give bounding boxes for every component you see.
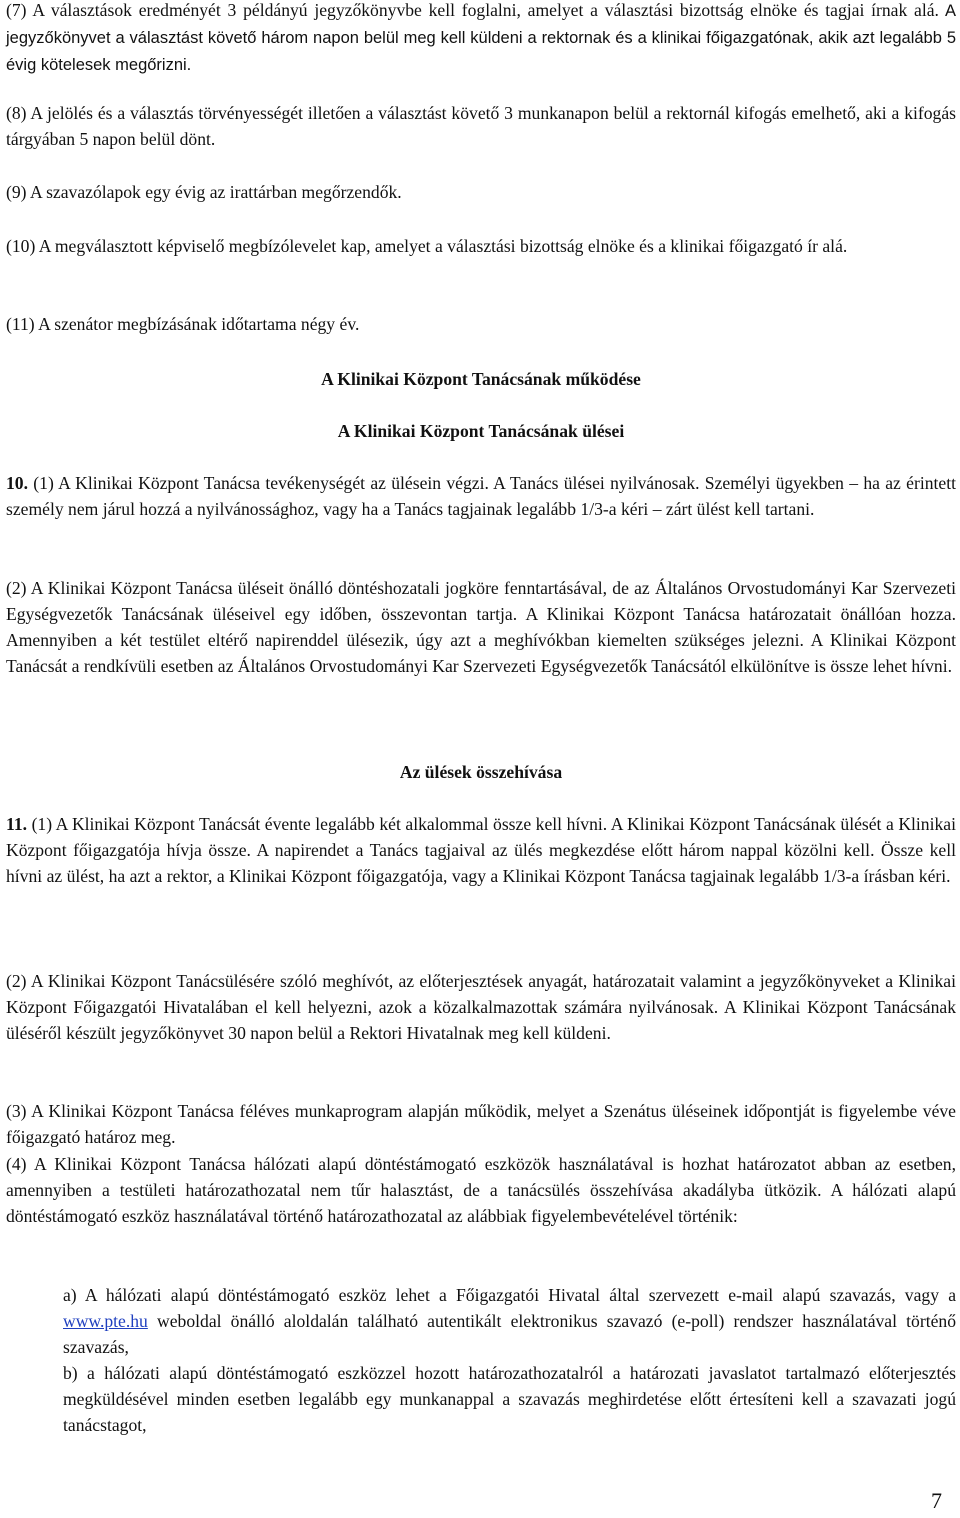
section-11-number: 11. <box>6 814 28 834</box>
page-number: 7 <box>931 1488 942 1513</box>
section-11-paragraph-3: (3) A Klinikai Központ Tanácsa féléves munkaprogram alapján működik, melyet a Szenátus üléseinek időpontját is figyelembe véve főigazgató határoz meg. <box>6 1101 956 1147</box>
section-heading-mukodes: A Klinikai Központ Tanácsának működése <box>321 369 641 389</box>
section-heading-ulesei: A Klinikai Központ Tanácsának ülései <box>337 421 625 441</box>
section-10-number: 10. <box>6 473 28 493</box>
paragraph-9: (9) A szavazólapok egy évig az irattárban megőrzendők. <box>6 182 402 202</box>
pte-website-link[interactable]: www.pte.hu <box>63 1311 148 1331</box>
list-item-a-text-end: weboldal önálló aloldalán található autentikált elektronikus szavazó (e-poll) rendszer használatával történő szavazás, <box>63 1311 956 1357</box>
paragraph-10: (10) A megválasztott képviselő megbízólevelet kap, amelyet a választási bizottság elnöke és a klinikai főigazgató ír alá. <box>6 236 848 256</box>
paragraph-11: (11) A szenátor megbízásának időtartama négy év. <box>6 314 360 334</box>
section-heading-osszehivas: Az ülések összehívása <box>399 762 563 782</box>
list-item-a-text: a) A hálózati alapú döntéstámogató eszköz lehet a Főigazgatói Hivatal által szervezett e-mail alapú szavazás, vagy a <box>63 1285 956 1305</box>
list-item-a <box>63 1282 956 1360</box>
section-10-paragraph-1 <box>6 470 956 522</box>
paragraph-7-sentence-2: A jegyzőkönyvet a választást követő három napon belül meg kell küldeni a rektornak és a klinikai főigazgatónak, akik azt legalább 5 évig kötelesek megőrizni. <box>6 2 956 74</box>
list-item-b: b) a hálózati alapú döntéstámogató eszközzel hozott határozathozatalról a határozati javaslatot tartalmazó előterjesztés megküldésével minden esetben legalább egy munkanappal a szavazás meghirdetése előtt értesíteni kell a szavazati jogú tanácstagot, <box>63 1363 956 1435</box>
section-10-paragraph-2: (2) A Klinikai Központ Tanácsa üléseit önálló döntéshozatali jogköre fenntartásával, de az Általános Orvostudományi Kar Szervezeti Egységvezetők Tanácsának üléseivel egy időben, összevontan tartja. A Klinikai Központ Tanácsa határozatait önállóan hozza. Amennyiben a két testület eltérő napirenddel ülésezik, úgy azt a meghívókban kiemelten szükséges jelezni. A Klinikai Központ Tanácsát a rendkívüli esetben az Általános Orvostudományi Kar Szervezeti Egységvezetők Tanácsától elkülönítve is össze lehet hívni. <box>6 578 956 676</box>
section-11-paragraph-1 <box>6 811 956 889</box>
section-11-text-1: (1) A Klinikai Központ Tanácsát évente legalább két alkalommal össze kell hívni. A Klinikai Központ Tanácsának ülését a Klinikai Központ főigazgatója hívja össze. A napirendet a Tanács tagjaival az ülés megkezdése előtt három nappal közölni kell. Össze kell hívni az ülést, ha azt a rektor, a Klinikai Központ főigazgatója, vagy a Klinikai Központ Tanácsa tagjainak legalább 1/3-a írásban kéri. <box>6 814 956 886</box>
paragraph-8: (8) A jelölés és a választás törvényességét illetően a választást követő 3 munkanapon belül a rektornál kifogás emelhető, aki a kifogás tárgyában 5 napon belül dönt. <box>6 103 956 149</box>
paragraph-7-sentence-1: (7) A választások eredményét 3 példányú jegyzőkönyvbe kell foglalni, amelyet a választási bizottság elnöke és tagjai írnak alá. <box>6 0 939 20</box>
section-11-paragraph-4: (4) A Klinikai Központ Tanácsa hálózati alapú döntéstámogató eszközök használatával is hozhat határozatot abban az esetben, amennyiben a testületi határozathozatal nem tűr halasztást, de a tanácsülés összehívása akadályba ütközik. A hálózati alapú döntéstámogató eszköz használatával történő határozathozatal az alábbiak figyelembevételével történik: <box>6 1154 956 1226</box>
section-10-text-1: (1) A Klinikai Központ Tanácsa tevékenységét az ülésein végzi. A Tanács ülései nyilvánosak. Személyi ügyekben – ha az érintett személy nem járul hozzá a nyilvánossághoz, vagy ha a Tanács tagjainak legalább 1/3-a kéri – zárt ülést kell tartani. <box>6 473 956 519</box>
paragraph-7 <box>6 0 956 78</box>
section-11-paragraph-2: (2) A Klinikai Központ Tanácsülésére szóló meghívót, az előterjesztések anyagát, határozatait valamint a jegyzőkönyveket a Klinikai Központ Főigazgatói Hivatalában el kell helyezni, azok a közalkalmazottak számára nyilvánosak. A Klinikai Központ Tanácsának üléséről készült jegyzőkönyvet 30 napon belül a Rektori Hivatalnak meg kell küldeni. <box>6 971 956 1043</box>
